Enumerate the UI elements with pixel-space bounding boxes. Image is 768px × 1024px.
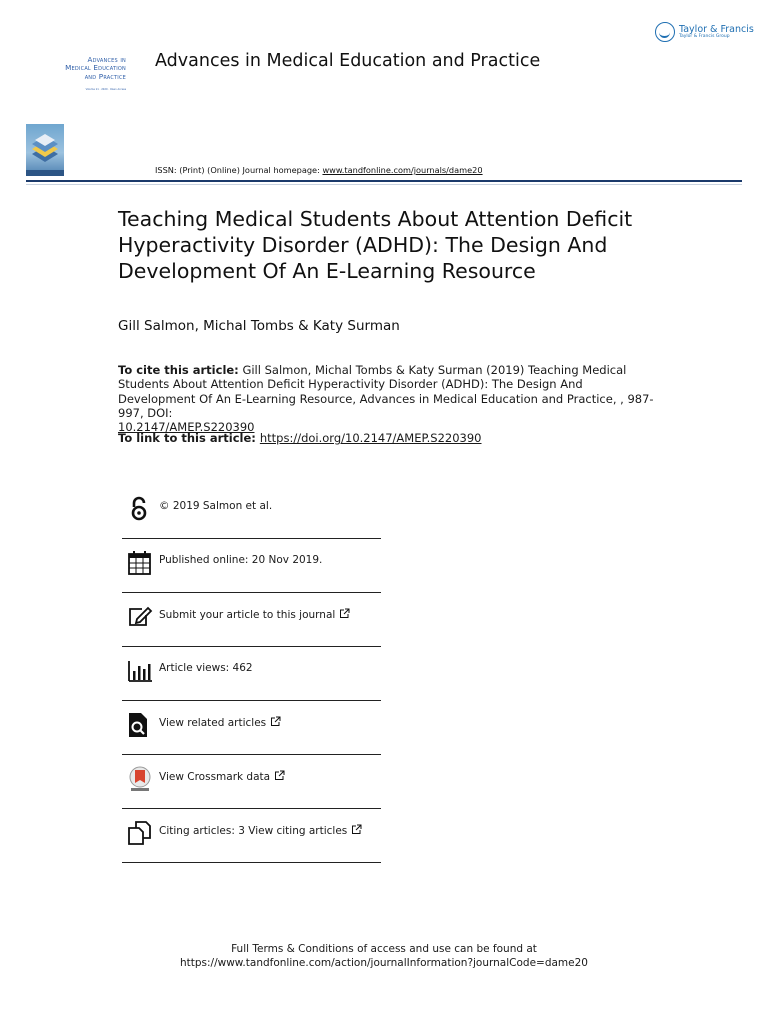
footer-terms-text: Full Terms & Conditions of access and use can be found at — [231, 943, 537, 955]
external-link-icon — [274, 770, 285, 781]
citation-text: Gill Salmon, Michal Tombs & Katy Surman (2019) Teaching Medical Students About Attention Deficit Hyperactivity Disorder (ADHD): The Design And Development Of An E-Learning Resource, Advances in Medical Education and Practice, , 987-997, DOI: — [118, 363, 654, 420]
related-articles-text: View related articles — [159, 717, 267, 729]
list-item-related[interactable] — [122, 701, 381, 755]
list-item-crossmark[interactable] — [122, 755, 381, 809]
article-authors: Gill Salmon, Michal Tombs & Katy Surman — [118, 318, 400, 334]
bar-chart-icon — [126, 657, 154, 685]
footer — [0, 942, 768, 970]
header-divider — [26, 180, 742, 182]
article-views-text: Article views: 462 — [159, 662, 253, 674]
article-title: Teaching Medical Students About Attention Deficit Hyperactivity Disorder (ADHD): The Design And Development Of An E-Learning Resource — [118, 207, 633, 283]
submit-article-text: Submit your article to this journal — [159, 609, 336, 621]
calendar-icon — [126, 549, 154, 577]
citation — [118, 363, 663, 434]
journal-logo-line: Medical Education — [65, 63, 126, 73]
journal-logo-subline: Volume 11 · 2020 · Open Access — [85, 88, 126, 90]
crossmark-icon — [126, 765, 154, 793]
published-date-text: Published online: 20 Nov 2019. — [159, 554, 323, 566]
list-item-submit[interactable] — [122, 593, 381, 647]
citing-articles-icon — [126, 819, 154, 847]
issn-text: ISSN: (Print) (Online) Journal homepage: — [155, 165, 323, 175]
submit-article-link[interactable] — [159, 608, 350, 621]
crossmark-link[interactable] — [159, 770, 285, 783]
journal-logo-line: and Practice — [84, 71, 126, 81]
external-link-icon — [351, 824, 362, 835]
list-item-open-access — [122, 485, 381, 539]
footer-terms-link[interactable]: https://www.tandfonline.com/action/journalInformation?journalCode=dame20 — [180, 957, 588, 969]
edit-icon — [126, 603, 154, 631]
article-link-line — [118, 431, 482, 445]
open-access-icon — [126, 495, 154, 523]
citing-articles-text: Citing articles: 3 View citing articles — [159, 825, 348, 837]
list-item-citing[interactable] — [122, 809, 381, 863]
journal-cover-image[interactable] — [26, 124, 64, 176]
external-link-icon — [339, 608, 350, 619]
related-articles-link[interactable] — [159, 716, 281, 729]
header-divider-thin — [26, 184, 742, 185]
article-info-list — [122, 485, 381, 863]
citation-doi-link[interactable]: 10.2147/AMEP.S220390 — [118, 420, 255, 435]
crossmark-text: View Crossmark data — [159, 771, 271, 783]
article-link-label: To link to this article: — [118, 431, 256, 445]
publisher-logo — [655, 22, 754, 42]
article-doi-link[interactable]: https://doi.org/10.2147/AMEP.S220390 — [259, 431, 482, 445]
issn-line — [155, 165, 483, 175]
citing-articles-link[interactable] — [159, 824, 362, 837]
external-link-icon — [270, 716, 281, 727]
citation-label: To cite this article: — [118, 363, 239, 377]
journal-homepage-link[interactable]: www.tandfonline.com/journals/dame20 — [322, 165, 483, 175]
publisher-name: Taylor & Francis — [679, 23, 754, 35]
journal-name: Advances in Medical Education and Practice — [155, 51, 541, 71]
journal-logo — [40, 56, 126, 81]
publisher-logo-icon — [655, 22, 675, 42]
open-access-text: © 2019 Salmon et al. — [159, 500, 273, 512]
list-item-views — [122, 647, 381, 701]
journal-logo-line: Advances in — [87, 55, 126, 64]
publisher-group: Taylor & Francis Group — [679, 34, 730, 39]
list-item-published — [122, 539, 381, 593]
search-document-icon — [126, 711, 154, 739]
